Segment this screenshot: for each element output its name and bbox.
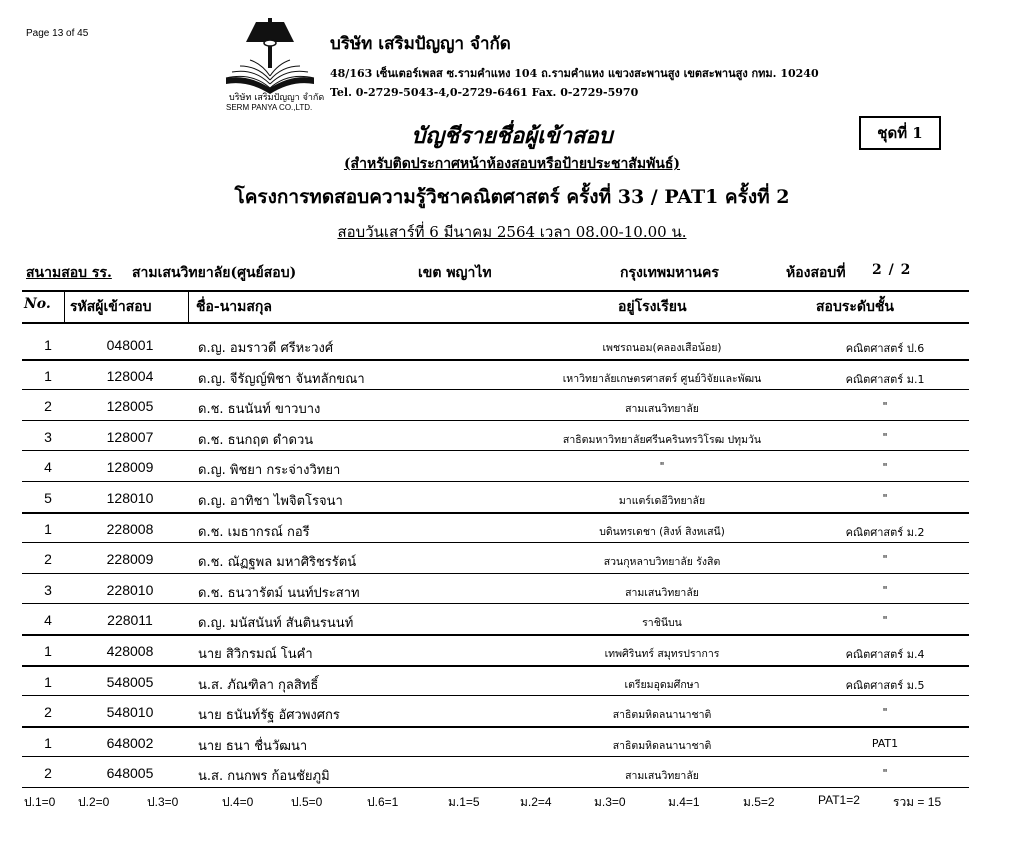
table-row [0, 728, 1024, 758]
column-header-no: No. [24, 296, 51, 312]
table-row [0, 514, 1024, 544]
candidate-code: 128007 [106, 428, 154, 445]
page-title: บัญชีรายชื่อผู้เข้าสอบ [411, 123, 613, 149]
table-top-border [22, 290, 969, 292]
row-divider [22, 542, 969, 543]
exam-level: " [882, 492, 888, 505]
candidate-code: 228010 [106, 581, 154, 598]
candidate-name: ด.ญ. พิชยา กระจ่างวิทยา [198, 463, 341, 479]
row-divider [22, 573, 969, 574]
exam-level: " [882, 400, 888, 414]
candidate-code: 228009 [106, 551, 154, 568]
candidate-name: ด.ช. เมธากรณ์ กอรี [198, 524, 310, 540]
summary-count: รวม = 15 [893, 795, 942, 809]
exam-level: คณิตศาสตร์ ม.4 [845, 648, 925, 661]
summary-count: ม.4=1 [668, 795, 700, 809]
candidate-name: ด.ญ. อาทิชา ไพจิตโรจนา [198, 494, 343, 509]
candidate-name: นาย ธนา ชื่นวัฒนา [198, 738, 308, 754]
exam-level: คณิตศาสตร์ ม.5 [845, 678, 925, 692]
table-row [0, 575, 1024, 605]
candidate-code: 428008 [106, 643, 154, 659]
row-divider [22, 695, 969, 696]
candidate-code: 648005 [106, 765, 154, 782]
summary-count: ป.5=0 [291, 795, 323, 809]
row-divider [22, 787, 969, 788]
row-number: 2 [44, 765, 52, 782]
candidate-name: ด.ญ. มนัสนันท์ สันตินรนนท์ [198, 616, 354, 632]
table-row [0, 636, 1024, 666]
row-number: 1 [44, 367, 52, 384]
row-number: 2 [44, 398, 52, 415]
row-number: 3 [44, 428, 52, 445]
company-contact: Tel. 0-2729-5043-4,0-2729-6461 Fax. 0-2729-5970 [330, 86, 639, 99]
table-header-border [22, 322, 969, 324]
school-name: ราชินีบน [642, 617, 682, 630]
company-address: 48/163 เซ็นเตอร์เพลส ซ.รามคำแหง 104 ถ.รามคำแหง แขวงสะพานสูง เขตสะพานสูง กทม. 10240 [330, 67, 819, 80]
candidate-code: 648002 [106, 734, 154, 751]
row-number: 4 [44, 459, 52, 476]
candidate-name: น.ส. กนกพร ก้อนชัยภูมิ [198, 769, 330, 785]
row-number: 5 [44, 490, 52, 506]
row-number: 4 [44, 612, 52, 629]
row-number: 1 [44, 520, 52, 537]
summary-count: ม.3=0 [594, 795, 626, 809]
column-header-level: สอบระดับชั้น [816, 299, 894, 315]
candidate-name: ด.ญ. จีรัญญ์พิชา จันทลักขณา [198, 371, 365, 387]
exam-level: " [882, 706, 888, 720]
page-number: Page 13 of 45 [26, 28, 89, 39]
set-number-box: ชุดที่ 1 [859, 116, 941, 150]
row-number: 1 [44, 673, 52, 690]
exam-level: " [882, 553, 888, 567]
logo-caption-english: SERM PANYA CO.,LTD. [226, 103, 313, 112]
school-name: สามเสนวิทยาลัย [625, 770, 699, 783]
row-divider [22, 481, 969, 482]
row-number: 1 [44, 734, 52, 751]
school-name: เหาวิทยาลัยเกษตรศาสตร์ ศูนย์วิจัยและพัฒน [562, 372, 762, 385]
district: เขต พญาไท [418, 265, 492, 281]
table-row [0, 605, 1024, 635]
candidate-name: นาย ธนันท์รัฐ อัศวพงศกร [198, 708, 340, 724]
candidate-name: นาย สิวิกรมณ์ โนคำ [198, 647, 313, 662]
table-row [0, 697, 1024, 727]
table-row [0, 667, 1024, 697]
row-number: 2 [44, 704, 52, 721]
candidate-name: น.ส. ภัณฑิลา กุลสิทธิ์ [198, 677, 319, 693]
exam-level: " [882, 614, 888, 628]
column-header-code: รหัสผู้เข้าสอบ [70, 299, 152, 315]
summary-count: ป.3=0 [147, 795, 179, 809]
room-value: 2 / 2 [872, 262, 912, 278]
exam-date: สอบวันเสาร์ที่ 6 มีนาคม 2564 เวลา 08.00-10.00 น. [337, 223, 687, 241]
candidate-code: 048001 [106, 337, 154, 353]
summary-count: ม.2=4 [520, 795, 552, 809]
summary-count: PAT1=2 [818, 793, 860, 807]
candidate-code: 128004 [106, 367, 154, 384]
candidate-code: 548005 [106, 673, 154, 690]
column-divider [64, 292, 65, 322]
row-divider [22, 420, 969, 421]
candidate-name: ด.ช. ณัฏฐพล มหาศิริชรรัตน์ [198, 555, 357, 571]
exam-level: " [882, 583, 888, 597]
room-label: ห้องสอบที่ [786, 265, 846, 281]
venue-name: สามเสนวิทยาลัย(ศูนย์สอบ) [132, 265, 297, 281]
summary-count: ป.6=1 [367, 795, 399, 809]
column-divider [188, 292, 189, 322]
summary-count: ป.1=0 [24, 795, 56, 809]
column-header-school: อยู่โรงเรียน [618, 299, 687, 315]
candidate-code: 128010 [106, 490, 154, 506]
table-row [0, 330, 1024, 360]
logo-caption-thai: บริษัท เสริมปัญญา จำกัด [229, 93, 325, 103]
school-name: สาธิตมหิดลนานาชาติ [612, 709, 712, 722]
province: กรุงเทพมหานคร [620, 265, 719, 281]
candidate-code: 128009 [106, 459, 154, 476]
row-number: 2 [44, 551, 52, 568]
summary-count: ม.1=5 [448, 795, 480, 809]
candidate-code: 548010 [106, 704, 154, 721]
exam-level: คณิตศาสตร์ ม.1 [845, 372, 925, 386]
column-header-name: ชื่อ-นามสกุล [196, 299, 272, 315]
school-name: เทพศิรินทร์ สมุทรปราการ [604, 648, 720, 660]
school-name: สามเสนวิทยาลัย [625, 586, 699, 599]
table-row [0, 422, 1024, 452]
row-divider [22, 450, 969, 451]
school-name: มาแตร์เดอีวิทยาลัย [618, 495, 706, 507]
candidate-code: 128005 [106, 398, 154, 415]
table-row [0, 483, 1024, 513]
venue-label: สนามสอบ รร. [26, 265, 112, 281]
school-name: เตรียมอุดมศึกษา [624, 678, 700, 691]
candidate-name: ด.ช. ธนกฤต ดำดวน [198, 432, 314, 448]
summary-count: ป.2=0 [78, 795, 110, 809]
table-row [0, 361, 1024, 391]
school-name: บดินทรเดชา (สิงห์ สิงหเสนี) [599, 525, 725, 538]
school-name: สาธิตมหาวิทยาลัยศรีนครินทรวิโรฒ ปทุมวัน [562, 433, 762, 446]
school-name: " [659, 461, 665, 474]
exam-level: " [882, 461, 888, 475]
summary-count: ป.4=0 [222, 795, 254, 809]
candidate-name: ด.ช. ธนนันท์ ขาวบาง [198, 402, 321, 418]
row-divider [22, 603, 969, 604]
row-divider [22, 389, 969, 390]
school-name: สาธิตมหิดลนานาชาติ [612, 739, 712, 752]
project-title: โครงการทดสอบความรู้วิชาคณิตศาสตร์ ครั้งที่ 33 / PAT1 ครั้งที่ 2 [234, 186, 790, 208]
school-name: สามเสนวิทยาลัย [625, 403, 699, 416]
summary-count: ม.5=2 [743, 795, 775, 809]
exam-level: คณิตศาสตร์ ม.2 [845, 525, 925, 539]
candidate-name: ด.ญ. อมราวดี ศรีหะวงศ์ [198, 341, 334, 356]
table-row [0, 391, 1024, 421]
row-number: 3 [44, 581, 52, 598]
candidate-name: ด.ช. ธนวารัตม์ นนท์ประสาท [198, 585, 360, 601]
exam-level: PAT1 [871, 736, 899, 750]
candidate-code: 228008 [106, 520, 154, 537]
row-number: 1 [44, 643, 52, 659]
company-name: บริษัท เสริมปัญญา จำกัด [330, 34, 511, 54]
row-number: 1 [44, 337, 52, 353]
exam-level: " [882, 430, 888, 444]
exam-level: " [882, 767, 888, 781]
page-subtitle: (สำหรับติดประกาศหน้าห้องสอบหรือป้ายประชาสัมพันธ์) [343, 156, 681, 172]
row-divider [22, 756, 969, 757]
exam-level: คณิตศาสตร์ ป.6 [845, 342, 925, 355]
table-row [0, 758, 1024, 788]
candidate-code: 228011 [107, 612, 153, 629]
table-row [0, 452, 1024, 482]
school-name: เพชรถนอม(คลองเสือน้อย) [602, 342, 722, 354]
table-row [0, 544, 1024, 574]
school-name: สวนกุหลาบวิทยาลัย รังสิต [603, 556, 721, 569]
